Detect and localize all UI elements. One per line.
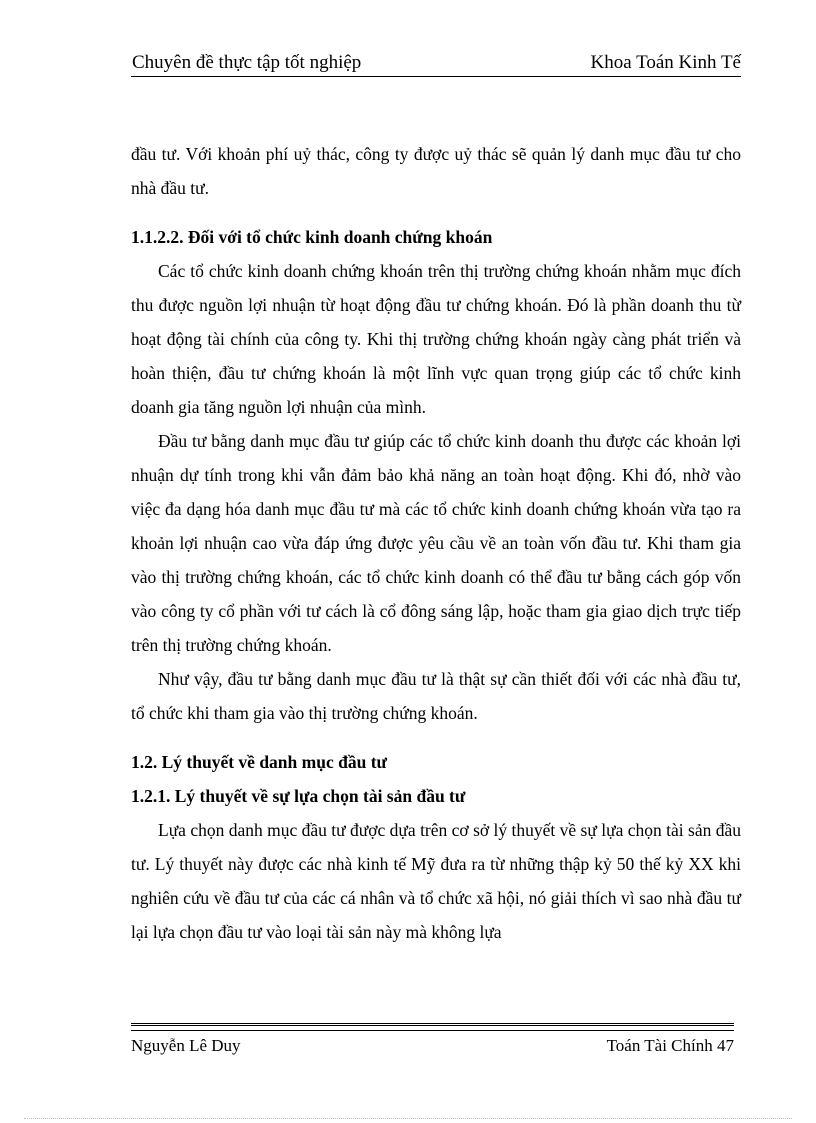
page-header: [131, 50, 741, 77]
header-faculty: Khoa Toán Kinh Tế: [590, 52, 741, 73]
footer-divider: [131, 1023, 734, 1031]
paragraph-continued: đầu tư. Với khoản phí uỷ thác, công ty được uỷ thác sẽ quản lý danh mục đầu tư cho nhà đầu tư.: [131, 144, 741, 198]
paragraph: Lựa chọn danh mục đầu tư được dựa trên cơ sở lý thuyết về sự lựa chọn tài sản đầu tư. Lý thuyết này được các nhà kinh tế Mỹ đưa ra từ những thập kỷ 50 thế kỷ XX khi nghiên cứu về đầu tư của các cá nhân và tổ chức xã hội, nó giải thích vì sao nhà đầu tư lại lựa chọn đầu tư vào loại tài sản này mà không lựa: [131, 820, 741, 942]
header-document-title: Chuyên đề thực tập tốt nghiệp: [132, 52, 362, 73]
footer-class-and-page: Toán Tài Chính 47: [606, 1036, 734, 1055]
footer-author: Nguyễn Lê Duy: [131, 1036, 241, 1055]
section-heading-1-2-1: 1.2.1. Lý thuyết về sự lựa chọn tài sản đầu tư: [131, 786, 466, 806]
paragraph: Đầu tư bằng danh mục đầu tư giúp các tổ chức kinh doanh thu được các khoản lợi nhuận dự tính trong khi vẫn đảm bảo khả năng an toàn hoạt động. Khi đó, nhờ vào việc đa dạng hóa danh mục đầu tư mà các tổ chức kinh doanh chứng khoán vừa tạo ra khoản lợi nhuận cao vừa đáp ứng được yêu cầu về an toàn vốn đầu tư. Khi tham gia vào thị trường chứng khoán, các tổ chức kinh doanh có thể đầu tư bằng cách góp vốn vào công ty cổ phần với tư cách là cổ đông sáng lập, hoặc tham gia giao dịch trực tiếp trên thị trường chứng khoán.: [131, 431, 741, 655]
page-body: [131, 137, 741, 949]
section-heading-1-2: 1.2. Lý thuyết về danh mục đầu tư: [131, 752, 388, 772]
page-bottom-edge: [24, 1118, 792, 1119]
paragraph: Như vậy, đầu tư bằng danh mục đầu tư là thật sự cần thiết đối với các nhà đầu tư, tổ chức khi tham gia vào thị trường chứng khoán.: [131, 669, 741, 723]
paragraph: Các tổ chức kinh doanh chứng khoán trên thị trường chứng khoán nhằm mục đích thu được nguồn lợi nhuận từ hoạt động đầu tư chứng khoán. Đó là phần doanh thu từ hoạt động tài chính của công ty. Khi thị trường chứng khoán ngày càng phát triển và hoàn thiện, đầu tư chứng khoán là một lĩnh vực quan trọng giúp các tổ chức kinh doanh gia tăng nguồn lợi nhuận của mình.: [131, 261, 741, 417]
section-heading-1-1-2-2: 1.1.2.2. Đối với tổ chức kinh doanh chứng khoán: [131, 227, 493, 247]
